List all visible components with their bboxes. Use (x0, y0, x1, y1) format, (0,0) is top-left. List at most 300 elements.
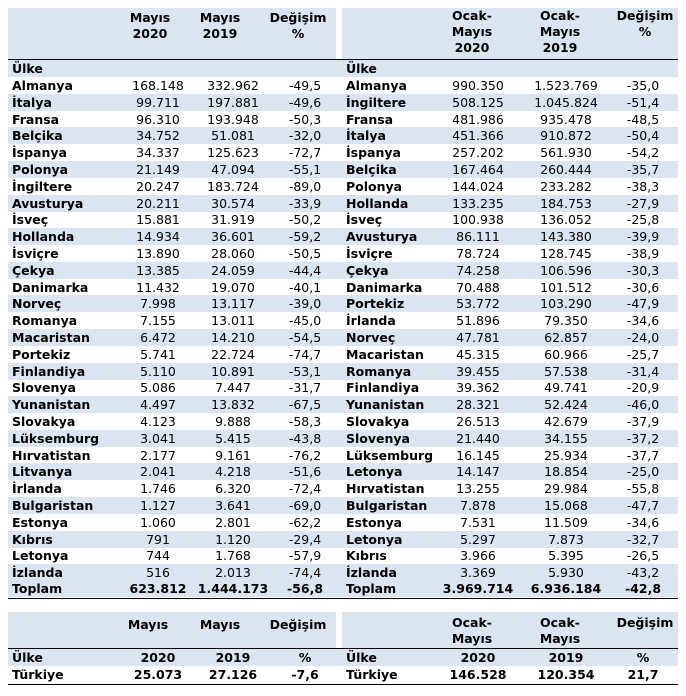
left-change-percent: -50,3 (288, 111, 322, 127)
left-value-2020: 3.041 (140, 430, 176, 446)
right-value-2019: 184.753 (540, 195, 592, 211)
right-change-percent: -34,6 (626, 514, 660, 530)
left-value-2020: 15.881 (136, 212, 180, 228)
right-country-name: Portekiz (346, 296, 405, 312)
right-value-2020: 86.111 (456, 229, 500, 245)
right-value-2019: 143.380 (540, 229, 592, 245)
right-value-2020: 990.350 (452, 78, 504, 93)
left-country-name: Polonya (12, 162, 69, 177)
right-value-2020: 70.488 (456, 279, 500, 295)
right-value-2019: 15.068 (544, 498, 588, 513)
left-header-may-2020: Mayıs 2020 (129, 10, 171, 41)
left-value-2020: 791 (146, 531, 170, 547)
left-value-2020: 21.149 (136, 162, 180, 177)
right-change-percent: -54,2 (626, 145, 660, 161)
left-value-2019: 3.641 (215, 498, 251, 513)
bottom-left-turkiye-2020: 25.073 (133, 667, 183, 682)
right-value-2019: 25.934 (544, 447, 588, 463)
right-change-percent: -48,5 (626, 111, 660, 127)
turkiye-row (8, 666, 678, 683)
bottom-left-hdr-change: Değişim (269, 617, 327, 632)
right-value-2020: 14.147 (456, 464, 500, 480)
right-value-2019: 910.872 (540, 128, 592, 144)
right-value-2020: 28.321 (456, 397, 500, 413)
left-value-2020: 2.041 (140, 464, 176, 480)
left-value-2019: 193.948 (207, 111, 259, 127)
left-value-2019: 1.120 (215, 531, 251, 547)
right-change-percent: -31,4 (626, 363, 660, 379)
table-row (8, 144, 678, 161)
right-value-2019: 11.509 (544, 514, 588, 530)
left-change-percent: -43,8 (288, 430, 322, 446)
right-country-name: Almanya (346, 78, 407, 93)
right-value-2019: 233.282 (540, 178, 592, 194)
right-change-percent: -37,7 (626, 447, 660, 463)
left-country-name: İspanya (12, 145, 67, 161)
right-value-2020: 481.986 (452, 111, 504, 127)
right-value-2019: 935.478 (540, 111, 592, 127)
bottom-right-turkiye-change: 21,7 (627, 667, 659, 682)
table-row (8, 94, 678, 111)
left-change-percent: -74,7 (288, 346, 322, 362)
right-value-2019: 561.930 (540, 145, 592, 161)
left-change-percent: -72,4 (288, 481, 322, 497)
right-value-2019: 106.596 (540, 262, 592, 278)
right-value-2020: 47.781 (456, 330, 500, 345)
right-country-name: Bulgaristan (346, 498, 428, 513)
left-country-name: İrlanda (12, 481, 62, 497)
left-value-2020: 34.337 (136, 145, 180, 161)
right-country-name: Romanya (346, 363, 412, 379)
bottom-left-turkiye-2019: 27.126 (208, 667, 258, 682)
left-country-name: Portekiz (12, 346, 71, 362)
right-change-percent: -25,7 (626, 346, 660, 362)
right-total-2020: 3.969.714 (442, 581, 514, 596)
right-value-2019: 34.155 (544, 430, 588, 446)
table-row (8, 228, 678, 245)
right-country-name: İngiltere (346, 94, 407, 110)
table-row (8, 178, 678, 195)
left-country-name: Çekya (12, 262, 55, 278)
bottom-right-hdr-change: Değişim (616, 615, 674, 630)
right-value-2020: 39.362 (456, 380, 500, 396)
right-country-name: Belçika (346, 162, 397, 177)
right-country-name: Slovakya (346, 414, 410, 429)
right-country-name: İspanya (346, 145, 401, 161)
left-country-name: Hırvatistan (12, 447, 91, 463)
right-value-2019: 29.984 (544, 481, 588, 497)
right-value-2019: 18.854 (544, 464, 588, 480)
left-change-percent: -67,5 (288, 397, 322, 413)
left-value-2020: 168.148 (132, 78, 184, 93)
right-country-name: Macaristan (346, 346, 424, 362)
table-row (8, 279, 678, 296)
left-total-2019: 1.444.173 (197, 581, 269, 596)
right-value-2020: 16.145 (456, 447, 500, 463)
right-country-name: Fransa (346, 111, 394, 127)
left-change-percent: -44,4 (288, 262, 322, 278)
right-change-percent: -35,0 (626, 78, 660, 93)
bottom-left-year-2019: 2019 (215, 650, 251, 665)
left-change-percent: -69,0 (288, 498, 322, 513)
table-row (8, 379, 678, 396)
bottom-subheader-row (8, 649, 678, 666)
left-change-percent: -89,0 (288, 178, 322, 194)
left-country-name: Almanya (12, 78, 73, 93)
right-value-2020: 21.440 (456, 430, 500, 446)
left-value-2019: 2.013 (215, 565, 251, 581)
left-country-name: Finlandiya (12, 363, 86, 379)
right-value-2019: 7.873 (548, 531, 584, 547)
left-country-name: Kıbrıs (12, 531, 53, 547)
bottom-left-hdr-may-1: Mayıs (127, 617, 169, 632)
right-value-2019: 260.444 (540, 162, 592, 177)
right-country-name: Avusturya (346, 229, 418, 245)
bottom-left-year-2020: 2020 (140, 650, 176, 665)
table-row (8, 127, 678, 144)
left-value-2020: 13.890 (136, 246, 180, 261)
right-value-2020: 100.938 (452, 212, 504, 228)
left-value-2019: 13.832 (211, 397, 255, 413)
right-change-percent: -24,0 (626, 330, 660, 345)
table-row (8, 514, 678, 531)
bottom-left-turkiye-change: -7,6 (291, 667, 319, 682)
right-country-name: İsveç (346, 212, 383, 228)
left-country-name: Romanya (12, 313, 78, 329)
left-value-2020: 1.746 (140, 481, 176, 497)
left-country-name: Litvanya (12, 464, 73, 480)
right-country-name: İzlanda (346, 565, 397, 581)
right-change-percent: -26,5 (626, 548, 660, 564)
left-change-percent: -74,4 (288, 565, 322, 581)
table-row (8, 363, 678, 380)
left-country-name: Yunanistan (12, 397, 91, 413)
left-change-percent: -57,9 (288, 548, 322, 564)
left-value-2020: 5.110 (140, 363, 176, 379)
right-country-name: Hırvatistan (346, 481, 425, 497)
table-row (8, 497, 678, 514)
left-country-name: İzlanda (12, 565, 63, 581)
right-change-percent: -20,9 (626, 380, 660, 396)
right-value-2019: 52.424 (544, 397, 588, 413)
right-country-name: Hollanda (346, 195, 409, 211)
right-country-label: Ülke (346, 61, 377, 76)
left-value-2019: 6.320 (215, 481, 251, 497)
table-row (8, 211, 678, 228)
left-value-2019: 13.117 (211, 296, 255, 312)
table-row (8, 77, 678, 94)
right-value-2019: 42.679 (544, 414, 588, 429)
right-header-change: Değişim % (616, 8, 674, 39)
bottom-right-hdr-jan-may-1: Ocak- Mayıs (451, 615, 493, 646)
right-value-2019: 57.538 (544, 363, 588, 379)
right-value-2019: 60.966 (544, 346, 588, 362)
left-country-name: Fransa (12, 111, 60, 127)
table-row (8, 245, 678, 262)
table-row (8, 396, 678, 413)
right-change-percent: -37,2 (626, 430, 660, 446)
table-row (8, 480, 678, 497)
left-change-percent: -45,0 (288, 313, 322, 329)
right-value-2020: 51.896 (456, 313, 500, 329)
right-change-percent: -37,9 (626, 414, 660, 429)
table-row (8, 312, 678, 329)
table-row (8, 564, 678, 581)
right-country-name: Letonya (346, 531, 403, 547)
left-change-percent: -32,0 (288, 128, 322, 144)
right-value-2020: 3.369 (460, 565, 496, 581)
table-row (8, 329, 678, 346)
right-value-2019: 101.512 (540, 279, 592, 295)
bottom-right-year-2020: 2020 (460, 650, 496, 665)
left-header-change: Değişim % (269, 10, 327, 41)
left-country-name: Letonya (12, 548, 69, 564)
left-country-name: İsveç (12, 212, 49, 228)
right-country-name: İsviçre (346, 246, 393, 261)
right-country-name: İtalya (346, 128, 386, 144)
left-value-2019: 24.059 (211, 262, 255, 278)
right-total-2019: 6.936.184 (530, 581, 602, 596)
right-change-percent: -34,6 (626, 313, 660, 329)
right-value-2019: 5.395 (548, 548, 584, 564)
right-value-2020: 7.531 (460, 514, 496, 530)
left-change-percent: -31,7 (288, 380, 322, 396)
right-change-percent: -30,3 (626, 262, 660, 278)
left-value-2020: 34.752 (136, 128, 180, 144)
left-change-percent: -59,2 (288, 229, 322, 245)
table-row (8, 531, 678, 548)
left-value-2020: 7.998 (140, 296, 176, 312)
bottom-right-country-label: Ülke (346, 650, 377, 665)
left-value-2020: 6.472 (140, 330, 176, 345)
left-value-2019: 7.447 (215, 380, 251, 396)
left-value-2019: 2.801 (215, 514, 251, 530)
right-value-2019: 5.930 (548, 565, 584, 581)
left-change-percent: -55,1 (288, 162, 322, 177)
left-header-may-2019: Mayıs 2019 (199, 10, 241, 41)
right-total-change: -42,8 (624, 581, 662, 596)
left-change-percent: -39,0 (288, 296, 322, 312)
table-row (8, 161, 678, 178)
right-value-2020: 26.513 (456, 414, 500, 429)
right-value-2020: 45.315 (456, 346, 500, 362)
left-value-2019: 9.888 (215, 414, 251, 429)
left-value-2019: 5.415 (215, 430, 251, 446)
left-value-2020: 11.432 (136, 279, 180, 295)
left-value-2020: 20.211 (136, 195, 180, 211)
right-country-name: Slovenya (346, 430, 410, 446)
right-change-percent: -38,3 (626, 178, 660, 194)
left-change-percent: -62,2 (288, 514, 322, 530)
bottom-right-hdr-jan-may-2: Ocak- Mayıs (539, 615, 581, 646)
left-value-2019: 28.060 (211, 246, 255, 261)
right-value-2019: 79.350 (544, 313, 588, 329)
right-value-2020: 39.455 (456, 363, 500, 379)
table-row (8, 262, 678, 279)
left-change-percent: -29,4 (288, 531, 322, 547)
left-country-label: Ülke (12, 61, 43, 76)
left-total-change: -56,8 (286, 581, 324, 596)
left-country-name: Slovakya (12, 414, 76, 429)
left-change-percent: -76,2 (288, 447, 322, 463)
right-value-2019: 136.052 (540, 212, 592, 228)
left-value-2020: 744 (146, 548, 170, 564)
left-value-2019: 22.724 (211, 346, 255, 362)
left-value-2020: 14.934 (136, 229, 180, 245)
right-country-name: Danimarka (346, 279, 423, 295)
right-value-2020: 5.297 (460, 531, 496, 547)
right-value-2019: 128.745 (540, 246, 592, 261)
right-value-2020: 508.125 (452, 94, 504, 110)
table-row (8, 413, 678, 430)
left-value-2019: 19.070 (211, 279, 255, 295)
right-country-name: Yunanistan (346, 397, 425, 413)
left-change-percent: -33,9 (288, 195, 322, 211)
right-header-jan-may-2020: Ocak- Mayıs 2020 (451, 8, 493, 55)
table-row (8, 447, 678, 464)
left-value-2019: 183.724 (207, 178, 259, 194)
bottom-right-turkiye-2020: 146.528 (449, 667, 507, 682)
left-change-percent: -40,1 (288, 279, 322, 295)
left-change-percent: -50,5 (288, 246, 322, 261)
left-change-percent: -72,7 (288, 145, 322, 161)
right-change-percent: -25,8 (626, 212, 660, 228)
left-country-name: Belçika (12, 128, 63, 144)
right-country-name: Letonya (346, 464, 403, 480)
left-value-2019: 197.881 (207, 94, 259, 110)
left-change-percent: -53,1 (288, 363, 322, 379)
right-change-percent: -51,4 (626, 94, 660, 110)
right-value-2020: 53.772 (456, 296, 500, 312)
right-value-2020: 3.966 (460, 548, 496, 564)
left-value-2020: 5.741 (140, 346, 176, 362)
left-value-2019: 30.574 (211, 195, 255, 211)
left-country-name: Hollanda (12, 229, 75, 245)
bottom-left-hdr-may-2: Mayıs (199, 617, 241, 632)
right-total-label: Toplam (346, 581, 397, 596)
right-change-percent: -47,9 (626, 296, 660, 312)
bottom-left-percent: % (298, 650, 312, 665)
right-change-percent: -38,9 (626, 246, 660, 261)
right-value-2020: 144.024 (452, 178, 504, 194)
right-country-name: Lüksemburg (346, 447, 434, 463)
left-value-2020: 4.123 (140, 414, 176, 429)
right-country-name: İrlanda (346, 313, 396, 329)
right-change-percent: -43,2 (626, 565, 660, 581)
left-country-name: Slovenya (12, 380, 76, 396)
left-country-name: Estonya (12, 514, 69, 530)
right-value-2020: 74.258 (456, 262, 500, 278)
left-value-2020: 2.177 (140, 447, 176, 463)
left-country-name: Norveç (12, 296, 62, 312)
right-value-2020: 257.202 (452, 145, 504, 161)
right-change-percent: -39,9 (626, 229, 660, 245)
right-country-name: Estonya (346, 514, 403, 530)
table-row (8, 195, 678, 212)
right-value-2020: 133.235 (452, 195, 504, 211)
left-value-2019: 31.919 (211, 212, 255, 228)
bottom-right-turkiye: Türkiye (346, 667, 398, 682)
left-change-percent: -58,3 (288, 414, 322, 429)
left-value-2019: 14.210 (211, 330, 255, 345)
totals-bottom-rule (8, 598, 678, 599)
left-change-percent: -49,6 (288, 94, 322, 110)
left-value-2019: 13.011 (211, 313, 255, 329)
right-value-2019: 1.045.824 (534, 94, 598, 110)
table-row (8, 547, 678, 564)
right-value-2019: 49.741 (544, 380, 588, 396)
left-country-name: Lüksemburg (12, 430, 100, 446)
right-value-2019: 62.857 (544, 330, 588, 345)
left-change-percent: -51,6 (288, 464, 322, 480)
right-value-2020: 78.724 (456, 246, 500, 261)
left-value-2019: 9.161 (215, 447, 251, 463)
left-value-2020: 13.385 (136, 262, 180, 278)
left-value-2019: 51.081 (211, 128, 255, 144)
bottom-table-rule (8, 684, 678, 685)
right-change-percent: -25,0 (626, 464, 660, 480)
right-value-2019: 1.523.769 (534, 78, 598, 93)
right-change-percent: -47,7 (626, 498, 660, 513)
left-value-2020: 516 (146, 565, 170, 581)
totals-row (8, 580, 678, 597)
left-value-2019: 4.218 (215, 464, 251, 480)
bottom-left-country-label: Ülke (12, 650, 43, 665)
left-change-percent: -54,5 (288, 330, 322, 345)
left-country-name: Macaristan (12, 330, 90, 345)
left-country-name: Avusturya (12, 195, 84, 211)
right-country-name: Finlandiya (346, 380, 420, 396)
left-country-name: İsviçre (12, 246, 59, 261)
left-value-2020: 20.247 (136, 178, 180, 194)
table-row (8, 346, 678, 363)
table-row (8, 111, 678, 128)
left-value-2019: 1.768 (215, 548, 251, 564)
left-country-name: İngiltere (12, 178, 73, 194)
right-value-2020: 7.878 (460, 498, 496, 513)
bottom-left-turkiye: Türkiye (12, 667, 64, 682)
bottom-right-turkiye-2019: 120.354 (537, 667, 595, 682)
left-value-2020: 96.310 (136, 111, 180, 127)
bottom-right-year-2019: 2019 (548, 650, 584, 665)
right-value-2020: 13.255 (456, 481, 500, 497)
right-change-percent: -27,9 (626, 195, 660, 211)
right-country-name: Kıbrıs (346, 548, 387, 564)
table-row (8, 295, 678, 312)
right-change-percent: -46,0 (626, 397, 660, 413)
left-value-2019: 125.623 (207, 145, 259, 161)
left-value-2020: 1.127 (140, 498, 176, 513)
right-country-name: Çekya (346, 262, 389, 278)
left-value-2020: 5.086 (140, 380, 176, 396)
right-value-2020: 167.464 (452, 162, 504, 177)
left-country-name: Bulgaristan (12, 498, 94, 513)
left-value-2020: 99.711 (136, 94, 180, 110)
left-change-percent: -49,5 (288, 78, 322, 93)
right-change-percent: -55,8 (626, 481, 660, 497)
country-label-row (8, 60, 678, 77)
left-change-percent: -50,2 (288, 212, 322, 228)
right-change-percent: -30,6 (626, 279, 660, 295)
left-value-2019: 47.094 (211, 162, 255, 177)
left-country-name: İtalya (12, 94, 52, 110)
left-value-2020: 1.060 (140, 514, 176, 530)
right-change-percent: -50,4 (626, 128, 660, 144)
right-change-percent: -32,7 (626, 531, 660, 547)
left-total-2020: 623.812 (129, 581, 187, 596)
left-total-label: Toplam (12, 581, 63, 596)
left-value-2020: 4.497 (140, 397, 176, 413)
